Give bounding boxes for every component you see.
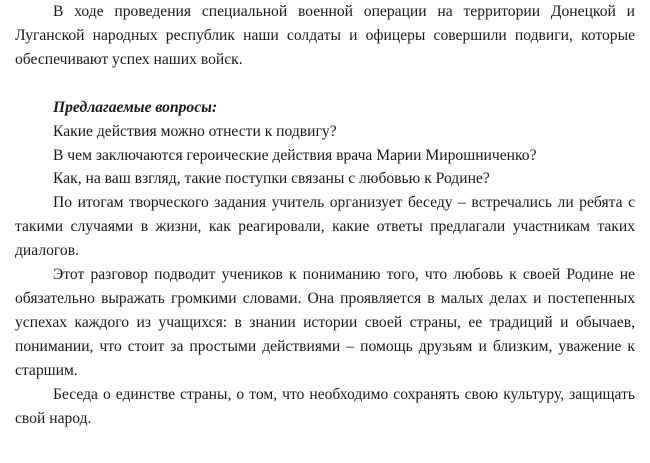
unity-paragraph: Беседа о единстве страны, о том, что необходимо сохранять свою культуру, защищать свой народ. <box>15 385 635 427</box>
discussion-paragraph: По итогам творческого задания учитель организует беседу – встречались ли ребята с такими случаями в жизни, как реагировали, какие ответы предлагали участникам таких диалогов. <box>15 194 635 260</box>
intro-paragraph: В ходе проведения специальной военной операции на территории Донецкой и Луганской народных республик наши солдаты и офицеры совершили подвиги, которые обеспечивают успех наших войск. <box>15 3 635 68</box>
questions-heading: Предлагаемые вопросы: <box>53 98 218 116</box>
question-1: Какие действия можно отнести к подвигу? <box>53 122 337 140</box>
question-3: Как, на ваш взгляд, такие поступки связаны с любовью к Родине? <box>53 170 490 188</box>
question-2: В чем заключаются героические действия врача Марии Мирошниченко? <box>53 146 537 164</box>
love-paragraph: Этот разговор подводит учеников к пониманию того, что любовь к своей Родине не обязательно выражать громкими словами. Она проявляется в малых делах и постепенных успехах каждого из учащихся: в знании истории своей страны, ее традиций и обычаев, понимании, что стоит за простыми действиями – помощь друзьям и близким, уважение к старшим. <box>15 266 635 379</box>
document-page <box>15 0 635 430</box>
